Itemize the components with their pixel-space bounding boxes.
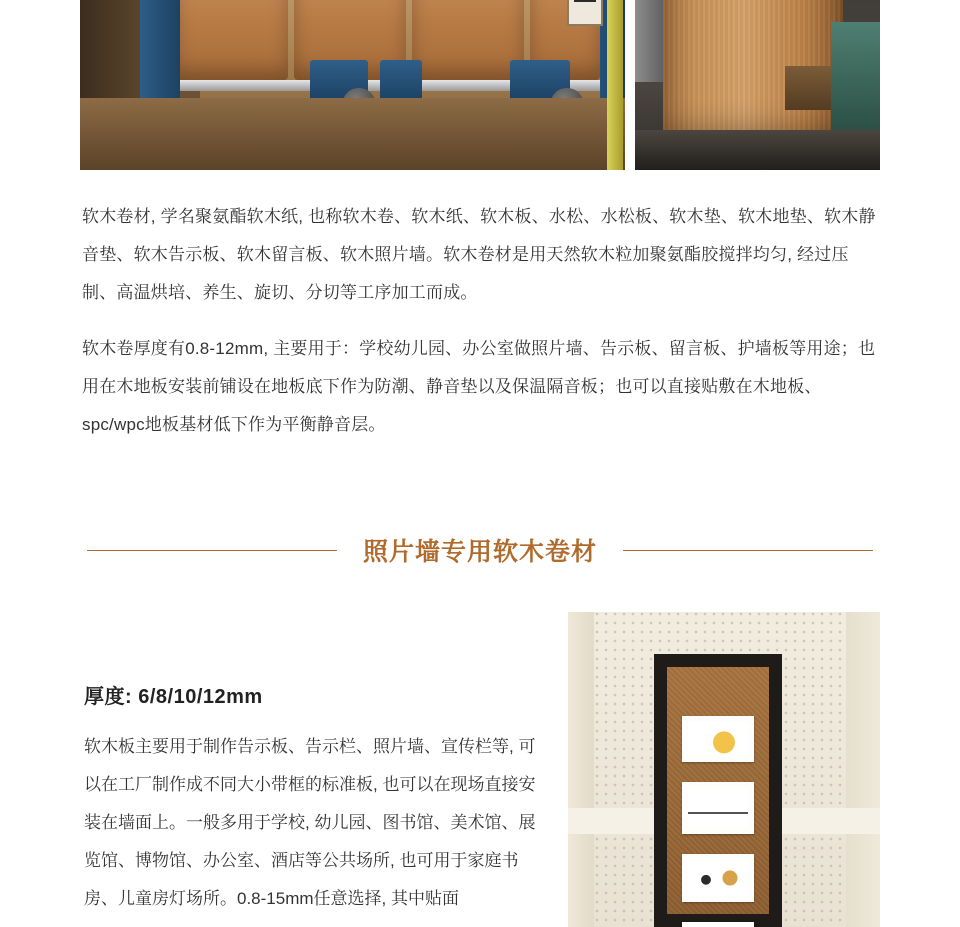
product-image-gallery (80, 0, 880, 170)
spec-description: 软木板主要用于制作告示板、告示栏、照片墙、宣传栏等, 可以在工厂制作成不同大小带框的标准板, 也可以在现场直接安装在墙面上。一般多用于学校, 幼儿园、图书馆、美术馆、展览馆、博物馆、办公室、酒店等公共场所, 也可用于家庭书房、儿童房灯场所。0.8-15mm任意选择, 其中贴面 (84, 737, 536, 908)
section-title: 照片墙专用软木卷材 (362, 538, 597, 566)
intro-paragraph-2-wrap (82, 330, 880, 466)
intro-paragraph-1: 软木卷材, 学名聚氨酯软木纸, 也称软木卷、软木纸、软木板、水松、水松板、软木垫、软木地垫、软木静音垫、软木告示板、软木留言板、软木照片墙。软木卷材是用天然软木粒加聚氨酯胶搅拌均匀, 经过压制、高温烘培、养生、旋切、分切等工序加工而成。 (82, 207, 876, 302)
machine-panel-display (574, 0, 596, 2)
list-item (682, 922, 754, 927)
cork-board-frame (654, 654, 782, 927)
roll-photo-floor (635, 130, 880, 170)
wall-left-strip (568, 612, 594, 927)
roll-photo-machine-part (831, 22, 880, 130)
section-divider-right (623, 550, 873, 551)
pinned-card-art (688, 860, 748, 896)
pinned-card-art (688, 788, 748, 828)
thickness-label: 厚度: 6/8/10/12mm (84, 686, 263, 708)
cork-roll-production-machine-image (80, 0, 625, 170)
pinned-card-art (688, 722, 748, 756)
wall-right-strip (846, 612, 880, 927)
cork-paper-jumbo-roll-image (635, 0, 880, 170)
intro-paragraph-2: 软木卷厚度有0.8-12mm, 主要用于：学校幼儿园、办公室做照片墙、告示板、留言板、护墙板等用途；也用在木地板安装前铺设在地板底下作为防潮、静音垫以及保温隔音板；也可以直接贴敷在木地板、spc/wpc地板基材低下作为平衡静音层。 (82, 339, 876, 434)
machine-yellow-post (607, 0, 623, 170)
machine-control-panel (567, 0, 603, 26)
cork-roll-1 (176, 0, 288, 80)
list-item (682, 854, 754, 902)
section-heading (0, 520, 960, 580)
cork-photo-wall-image (568, 612, 880, 927)
intro-paragraph-1-wrap (82, 198, 880, 334)
list-item (682, 716, 754, 762)
machine-photo-floor (80, 98, 625, 170)
list-item (682, 782, 754, 834)
cork-roll-3 (412, 0, 524, 80)
section-divider-left (87, 550, 337, 551)
